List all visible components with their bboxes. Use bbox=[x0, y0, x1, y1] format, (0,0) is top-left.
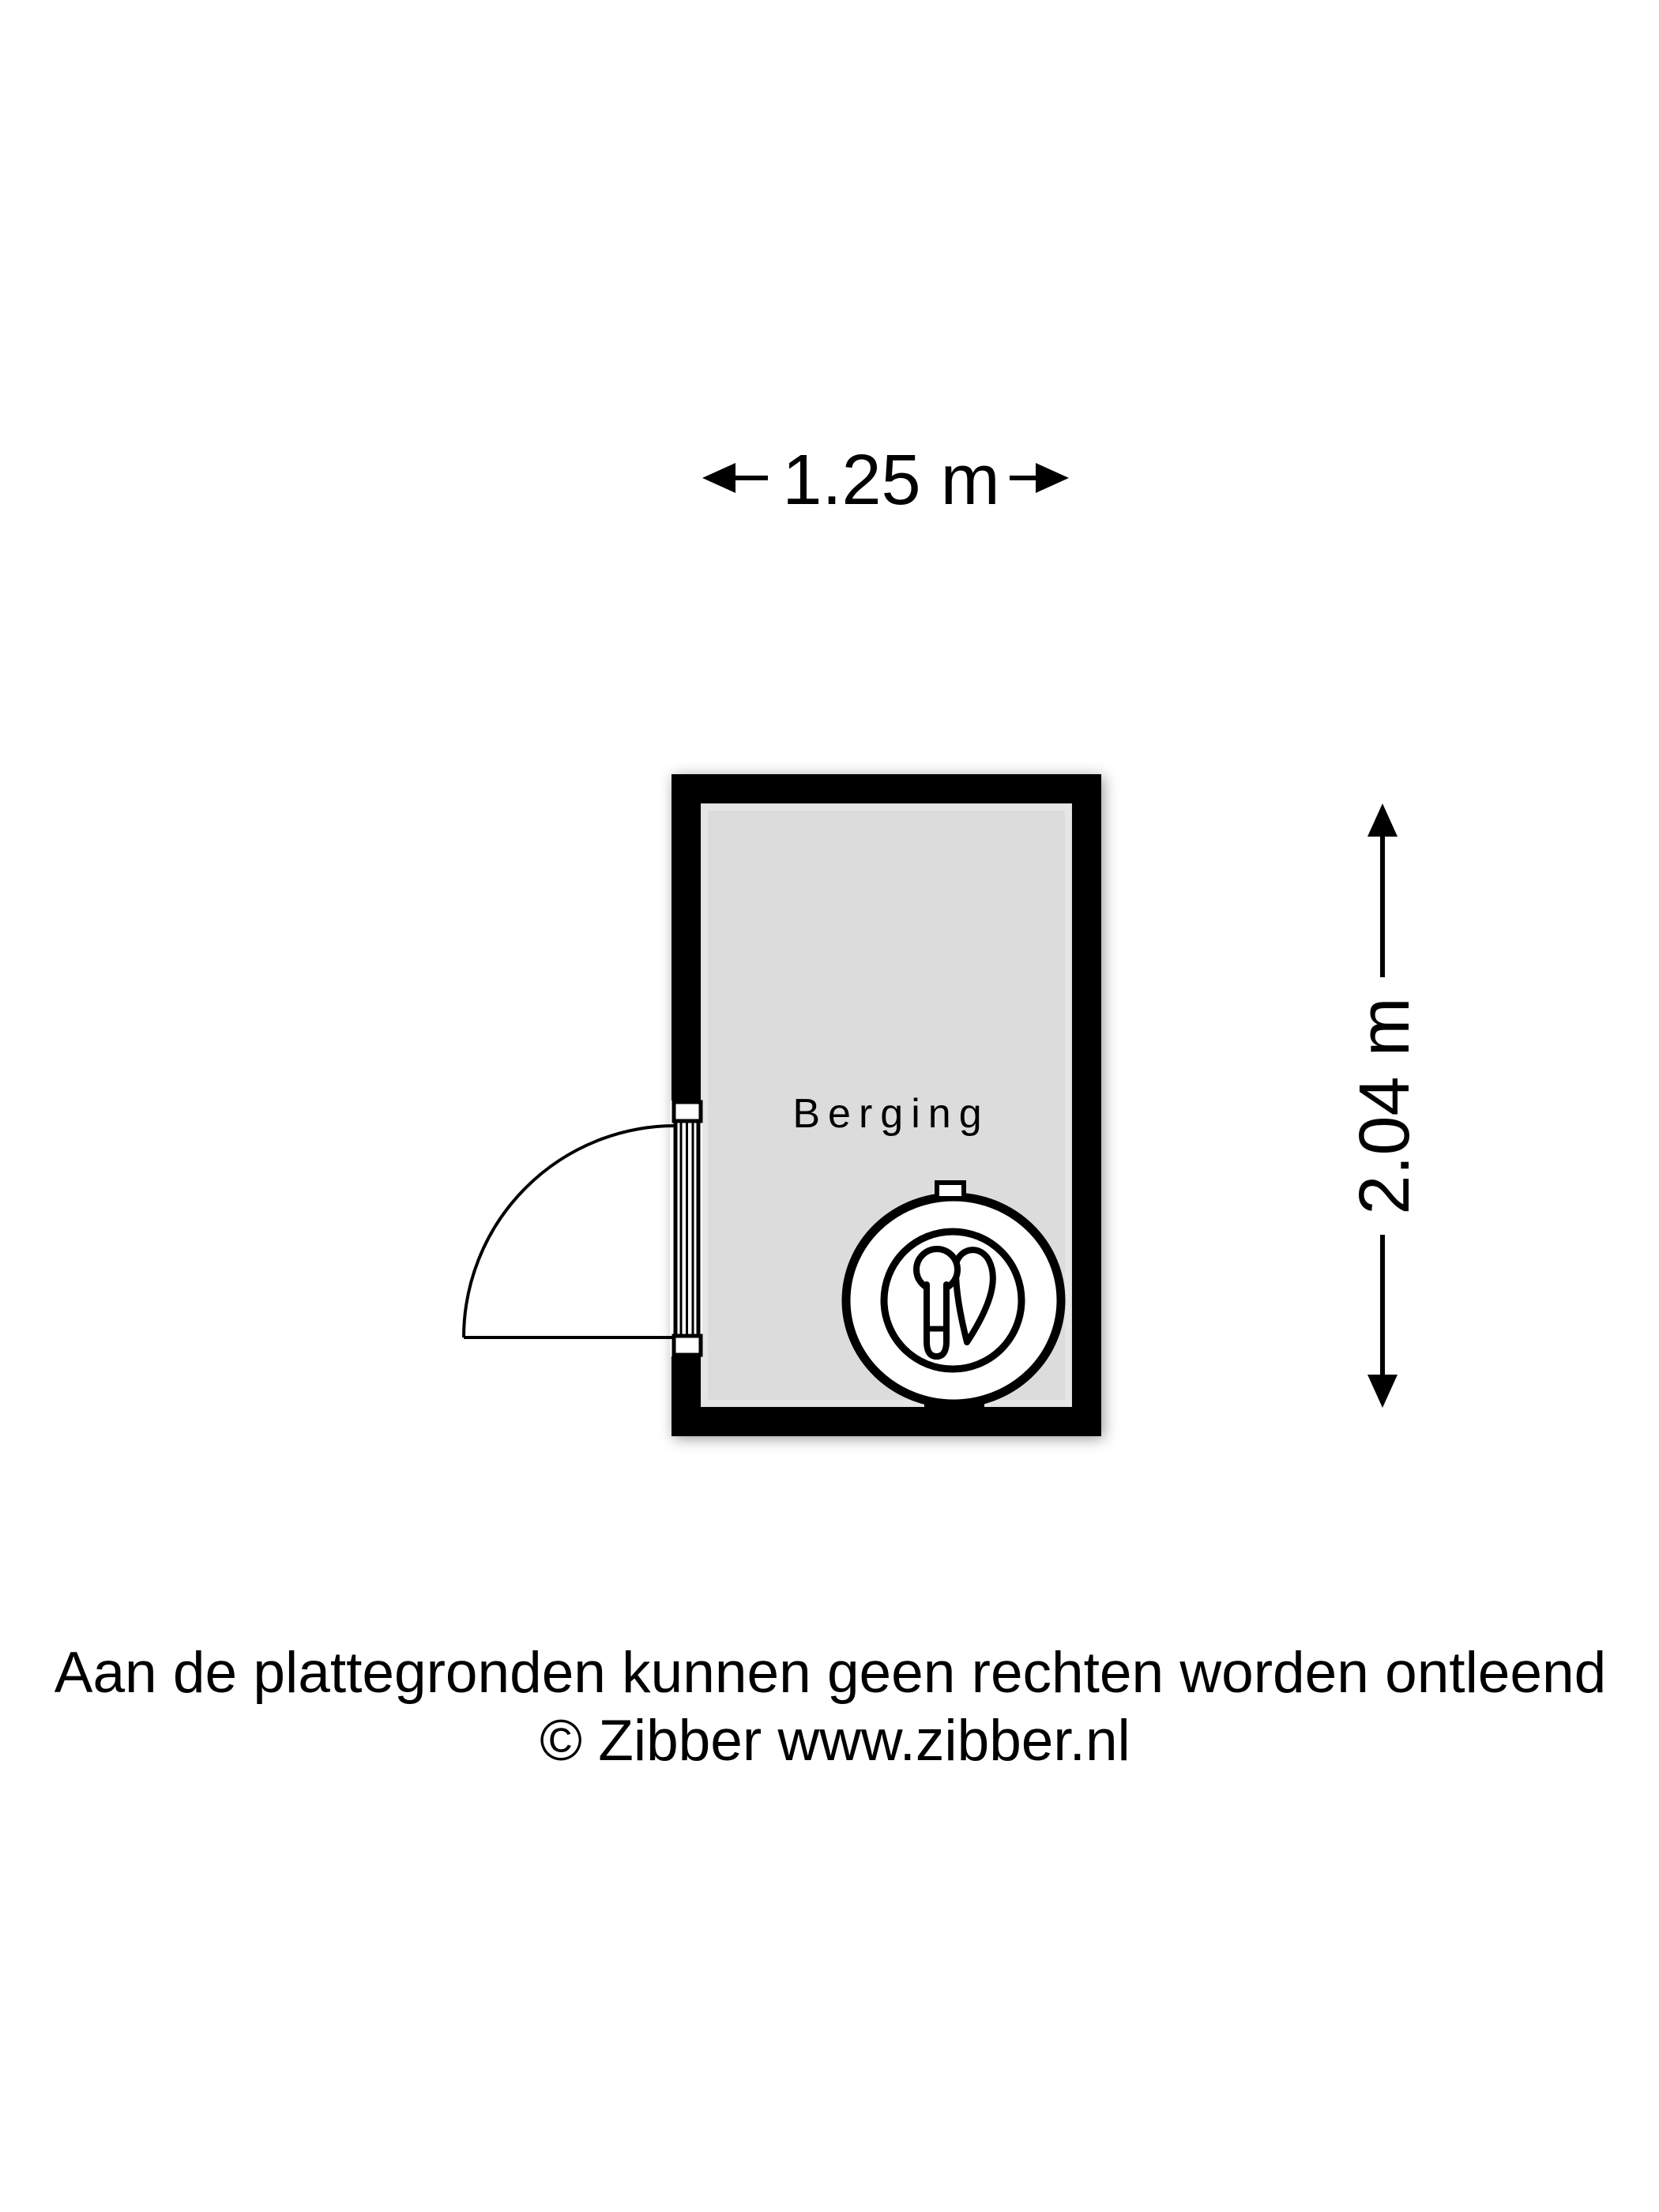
washing-machine-agitator-stem bbox=[927, 1285, 946, 1356]
door bbox=[464, 1100, 702, 1356]
up-arrow-icon bbox=[1367, 803, 1398, 837]
height-dimension-label: 2.04 m bbox=[1345, 997, 1424, 1215]
footer-disclaimer: Aan de plattegronden kunnen geen rechten worden ontleend bbox=[54, 1641, 1607, 1705]
washing-machine-notch bbox=[937, 1183, 964, 1198]
door-swing-arc bbox=[464, 1126, 675, 1337]
door-jamb-bottom bbox=[674, 1336, 701, 1355]
washing-machine-knob bbox=[916, 1249, 957, 1290]
room-label: Berging bbox=[792, 1091, 990, 1137]
width-dimension-label: 1.25 m bbox=[782, 441, 1000, 520]
footer-copyright: © Zibber www.zibber.nl bbox=[540, 1709, 1130, 1773]
right-arrow-icon bbox=[1036, 463, 1069, 493]
down-arrow-icon bbox=[1367, 1375, 1398, 1408]
width-dimension bbox=[702, 441, 1069, 520]
left-arrow-icon bbox=[702, 463, 735, 493]
height-dimension bbox=[1345, 803, 1424, 1408]
door-jamb-top bbox=[674, 1102, 701, 1121]
